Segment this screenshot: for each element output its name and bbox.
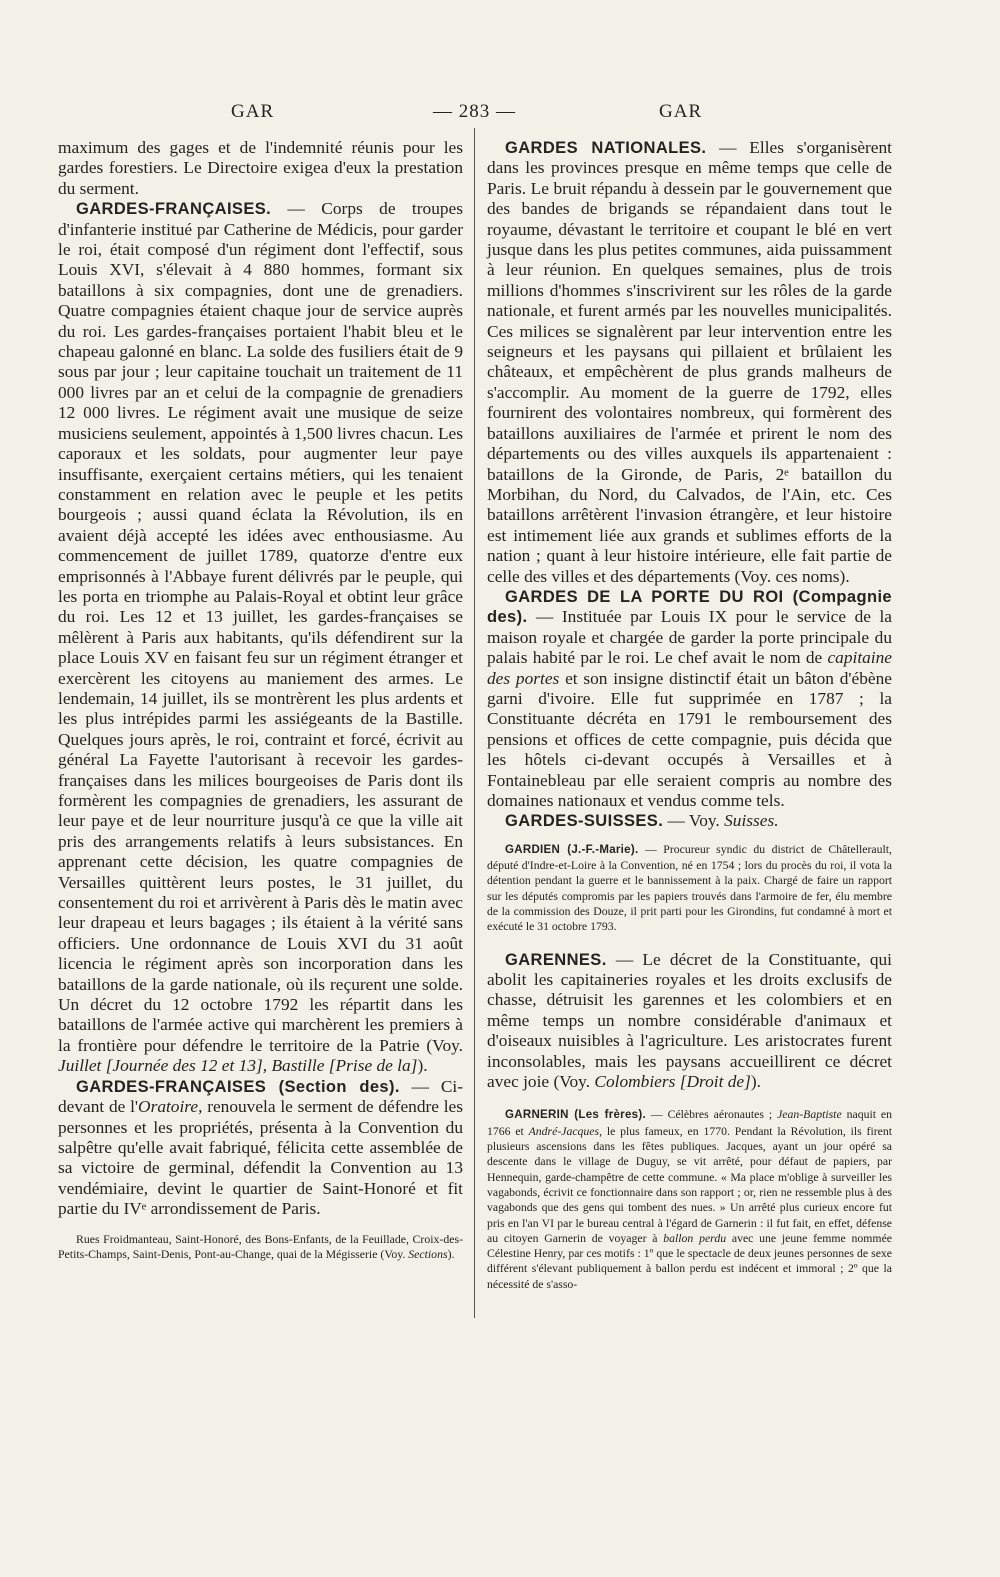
headword: GARDIEN (J.-F.-Marie).	[505, 843, 639, 856]
right-column	[487, 138, 892, 1292]
headword: GARDES-FRANÇAISES (Section des).	[76, 1077, 400, 1096]
header-right-word: GAR	[659, 101, 703, 122]
left-column	[58, 138, 463, 1263]
entry-gardes-francaises: GARDES-FRANÇAISES. — Corps de troupes d'infanterie institué par Catherine de Médicis, pour garder le roi, était composé d'un régiment dont l'effectif, sous Louis XVI, s'élevait à 4 880 hommes, formant six bataillons à six compagnies, dont une de grenadiers. Quatre compagnies étaient chaque jour de service auprès du roi. Les gardes-françaises portaient l'habit bleu et le chapeau galonné en blanc. La solde des fusiliers était de 9 sous par jour ; leur capitaine touchait un traitement de 11 000 livres par an et celui de la compagnie de grenadiers 12 000 livres. Le régiment avait une musique de seize musiciens seulement, appointés à 1,500 livres chacun. Les caporaux et les soldats, pour augmenter leur paye insuffisante, exerçaient certains métiers, qui les tenaient constamment en relation avec le peuple et les petits bourgeois ; aussi quand éclata la Révolution, ils en avaient déjà accepté les idées avec enthousiasme. Au commencement de juillet 1789, quatorze d'entre eux emprisonnés à l'Abbaye furent délivrés par le peuple, qui les porta en triomphe au Palais-Royal et obtint leur grâce du roi. Les 12 et 13 juillet, les gardes-françaises se mêlèrent à Paris aux habitants, qu'ils défendirent sur la place Louis XV en faisant feu sur un régiment étranger et exercèrent les citoyens au maniement des armes. Le lendemain, 14 juillet, ils se montrèrent les plus ardents et les plus intrépides parmi les assiégeants de la Bastille. Quelques jours après, le roi, contraint et forcé, écrivit au général La Fayette l'autorisant à recevoir les gardes-françaises dans les milices bourgeoises de Paris dont ils formèrent les compagnies de grenadiers, les assurant de leur paye et de leur nourriture jusqu'à ce que la ville ait pris des arrangements relatifs à leurs subsistances. En apprenant cette décision, les quatre compagnies de Versailles quittèrent leurs postes, le 31 juillet, du consentement du roi et arrivèrent à Paris dès le matin avec leur drapeau et leurs bagages ; ils étaient à la vérité sans officiers. Une ordonnance de Louis XVI du 31 août licencia le régiment après son incorporation dans les bataillons de la garde nationale, où ils reçurent une solde. Un décret du 12 octobre 1792 les répartit dans les bataillons de l'armée active qui marchèrent les premiers à la frontière pour défendre le territoire de la Patrie (Voy. Juillet [Journée des 12 et 13], Bastille [Prise de la]).	[58, 199, 463, 1076]
headword: GARDES-SUISSES.	[505, 812, 664, 831]
headword: GARDES DE LA PORTE DU ROI (Compagnie des).	[487, 587, 892, 627]
entry-garnerin: GARNERIN (Les frères). — Célèbres aéronautes ; Jean-Baptiste naquit en 1766 et André-Jacques, le plus fameux, en 1770. Pendant la Révolution, ils firent plusieurs ascensions dans les fêtes publiques. Jacques, ayant un jour opéré sa descente dans le village de Duguy, se vit arrêté, pour défaut de papiers, par Hennequin, garde-champêtre de cette commune. « Ma place m'oblige à surveiller les vagabonds, écrivit ce fonctionnaire dans son rapport ; or, rien ne ressemble plus à des vagabonds que des gens qui tombent des nues. » Un arrêté plus curieux encore fut pris en l'an VI par le bureau central à l'égard de Garnerin : il fut fait, en effet, défense au citoyen Garnerin de voyager à ballon perdu avec une jeune femme nommée Célestine Henry, par ces motifs : 1º que le spectacle de deux jeunes personnes de sexe différent s'élevant publiquement à ballon perdu est indécent et immoral ; 2º que la nécessité de s'asso-	[487, 1108, 893, 1291]
entry-garennes: GARENNES. — Le décret de la Constituante, qui abolit les capitaineries royales et les droits exclusifs de chasse, détruisit les garennes et les colombiers et en même temps un nombre considérable d'animaux et d'oiseaux nuisibles à l'agriculture. Les aristocrates furent inconsolables, mais les paysans accueillirent ce décret avec joie (Voy. Colombiers [Droit de]).	[487, 949, 892, 1092]
entry-gardes-porte-du-roi: GARDES DE LA PORTE DU ROI (Compagnie des). — Instituée par Louis IX pour le service de la maison royale et chargée de garder la porte principale du palais habité par le roi. Le chef avait le nom de capitaine des portes et son insigne distinctif était un bâton d'ébène garni d'ivoire. Elle fut supprimée en 1787 ; la Constituante décréta en 1791 le remboursement des pensions et offices de cette compagnie, puis décida que les hôtels ci-devant occupés à Versailles et à Fontainebleau par elle seraient compris au nombre des domaines nationaux et vendus comme tels.	[487, 587, 892, 810]
headword: GARENNES.	[505, 950, 607, 969]
entry-gardes-nationales: GARDES NATIONALES. — Elles s'organisèrent dans les provinces presque en même temps que celle de Paris. Le bruit répandu à dessein par le gouvernement que des bandes de brigands se répandaient dans tout le royaume, dévastant le territoire et coupant le blé en vert jusque dans les plus petites communes, aida puissamment à leur réunion. En quelques semaines, plus de trois millions d'hommes s'inscrivirent sur les rôles de la garde nationale, et furent armés par les nouvelles municipalités. Ces milices se signalèrent par leur intervention entre les seigneurs et les paysans qui pillaient et brûlaient les châteaux, et empêchèrent de plus grands malheurs de s'accomplir. Au moment de la guerre de 1792, elles fournirent des volontaires nombreux, qui formèrent des bataillons auxiliaires de l'armée et prirent le nom des départements ou des villes auxquels ils appartenaient : bataillons de la Gironde, de Paris, 2ᵉ bataillon du Morbihan, du Nord, du Calvados, de l'Ain, etc. Ces bataillons arrêtèrent l'invasion étrangère, et leur histoire est intimement liée aux grands et sublimes efforts de la nation ; quant à leur histoire intérieure, elle fait partie de celle des villes et des départements (Voy. ces noms).	[487, 138, 892, 586]
column-divider	[474, 128, 475, 1318]
headword: GARNERIN (Les frères).	[505, 1109, 646, 1122]
running-header	[58, 101, 946, 127]
headword: GARDES NATIONALES.	[505, 139, 707, 157]
section-streets-note: Rues Froidmanteau, Saint-Honoré, des Bons-Enfants, de la Feuillade, Croix-des-Petits-Champs, Saint-Denis, Pont-au-Change, quai de la Mégisserie (Voy. Sections).	[58, 1231, 463, 1262]
entry-gardes-suisses: GARDES-SUISSES. — Voy. Suisses.	[505, 811, 779, 831]
continued-paragraph: maximum des gages et de l'indemnité réunis pour les gardes forestiers. Le Directoire exigea d'eux la prestation du serment.	[58, 138, 463, 198]
headword: GARDES-FRANÇAISES.	[76, 200, 272, 219]
header-left-word: GAR	[231, 101, 275, 122]
entry-gardien: GARDIEN (J.-F.-Marie). — Procureur syndic du district de Châtellerault, député d'Indre-et-Loire à la Convention, né en 1754 ; lors du procès du roi, il vota la détention pendant la guerre et le bannissement à la paix. Chargé de faire un rapport sur les députés compromis par les papiers trouvés dans l'armoire de fer, élu membre de la commission des Douze, il prit parti pour les Girondins, fut condamné à mort et exécuté le 31 octobre 1793.	[487, 842, 892, 934]
entry-gardes-francaises-section: GARDES-FRANÇAISES (Section des). — Ci-devant de l'Oratoire, renouvela le serment de défendre les personnes et les propriétés, présenta à la Convention du salpêtre qu'elle avait fabriqué, félicita cette assemblée de sa victoire de germinal, défendit la Convention au 13 vendémiaire, devint le quartier de Saint-Honoré et fit partie du IVᵉ arrondissement de Paris.	[58, 1076, 464, 1219]
page-number: — 283 —	[433, 101, 516, 122]
